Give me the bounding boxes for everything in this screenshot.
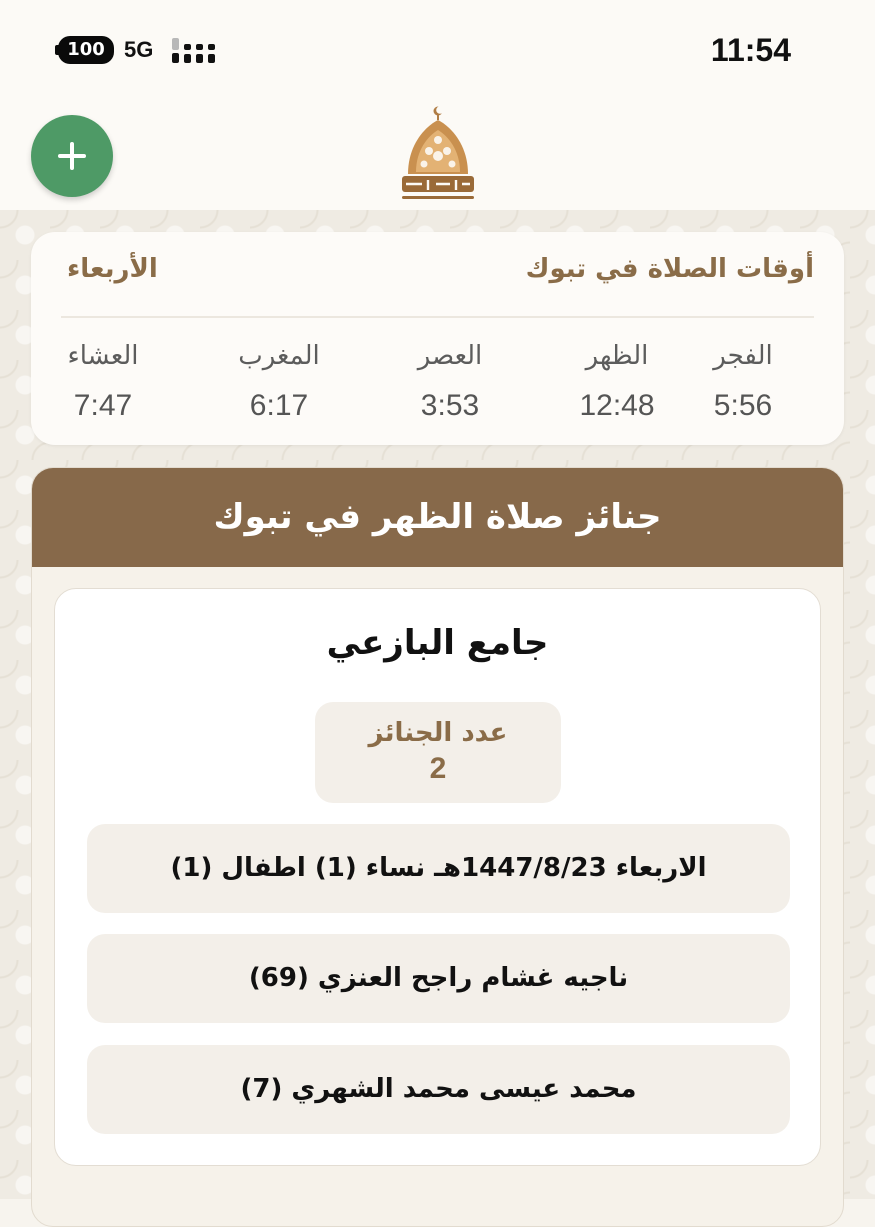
funeral-count-label: عدد الجنائز bbox=[368, 718, 508, 748]
prayer-isha bbox=[33, 336, 173, 424]
funerals-header bbox=[32, 468, 844, 567]
prayer-times-card bbox=[31, 232, 844, 445]
qirat-logo-icon bbox=[396, 104, 480, 206]
status-bar bbox=[0, 0, 875, 96]
app-header bbox=[0, 96, 875, 210]
prayer-name: العصر bbox=[417, 341, 483, 371]
funeral-entry: ناجيه غشام راجح العنزي (69) bbox=[87, 934, 790, 1023]
prayer-dhuhr bbox=[547, 336, 687, 424]
plus-icon-vertical bbox=[70, 142, 74, 170]
signal-icon bbox=[172, 38, 218, 64]
funeral-entry: محمد عيسى محمد الشهري (7) bbox=[87, 1045, 790, 1134]
prayer-times-title: أوقات الصلاة في تبوك bbox=[525, 254, 814, 284]
funerals-title: جنائز صلاة الظهر في تبوك bbox=[213, 497, 662, 537]
funerals-panel bbox=[31, 467, 844, 1227]
network-type: 5G bbox=[124, 37, 154, 62]
prayer-time: 5:56 bbox=[713, 389, 773, 422]
prayer-time: 12:48 bbox=[579, 389, 655, 422]
prayer-name: المغرب bbox=[238, 341, 320, 371]
prayer-time: 3:53 bbox=[420, 389, 480, 422]
prayer-asr bbox=[380, 336, 520, 424]
prayer-time: 6:17 bbox=[249, 389, 309, 422]
mosque-card bbox=[54, 588, 821, 1166]
add-button[interactable] bbox=[31, 115, 113, 197]
prayer-name: الفجر bbox=[713, 341, 773, 371]
prayer-times-day: الأربعاء bbox=[67, 254, 158, 284]
prayer-fajr bbox=[673, 336, 813, 424]
status-clock: 11:54 bbox=[710, 32, 791, 68]
prayer-maghrib bbox=[209, 336, 349, 424]
prayer-name: العشاء bbox=[67, 341, 139, 371]
battery-icon: 100 bbox=[58, 36, 114, 64]
prayer-name: الظهر bbox=[585, 341, 649, 371]
mosque-name: جامع البازعي bbox=[326, 623, 549, 663]
divider bbox=[61, 316, 814, 318]
prayer-time: 7:47 bbox=[73, 389, 133, 422]
funeral-entry-summary: الاربعاء 1447/8/23هـ نساء (1) اطفال (1) bbox=[87, 824, 790, 913]
funeral-count-value: 2 bbox=[429, 752, 447, 785]
funeral-count-box bbox=[315, 702, 561, 803]
